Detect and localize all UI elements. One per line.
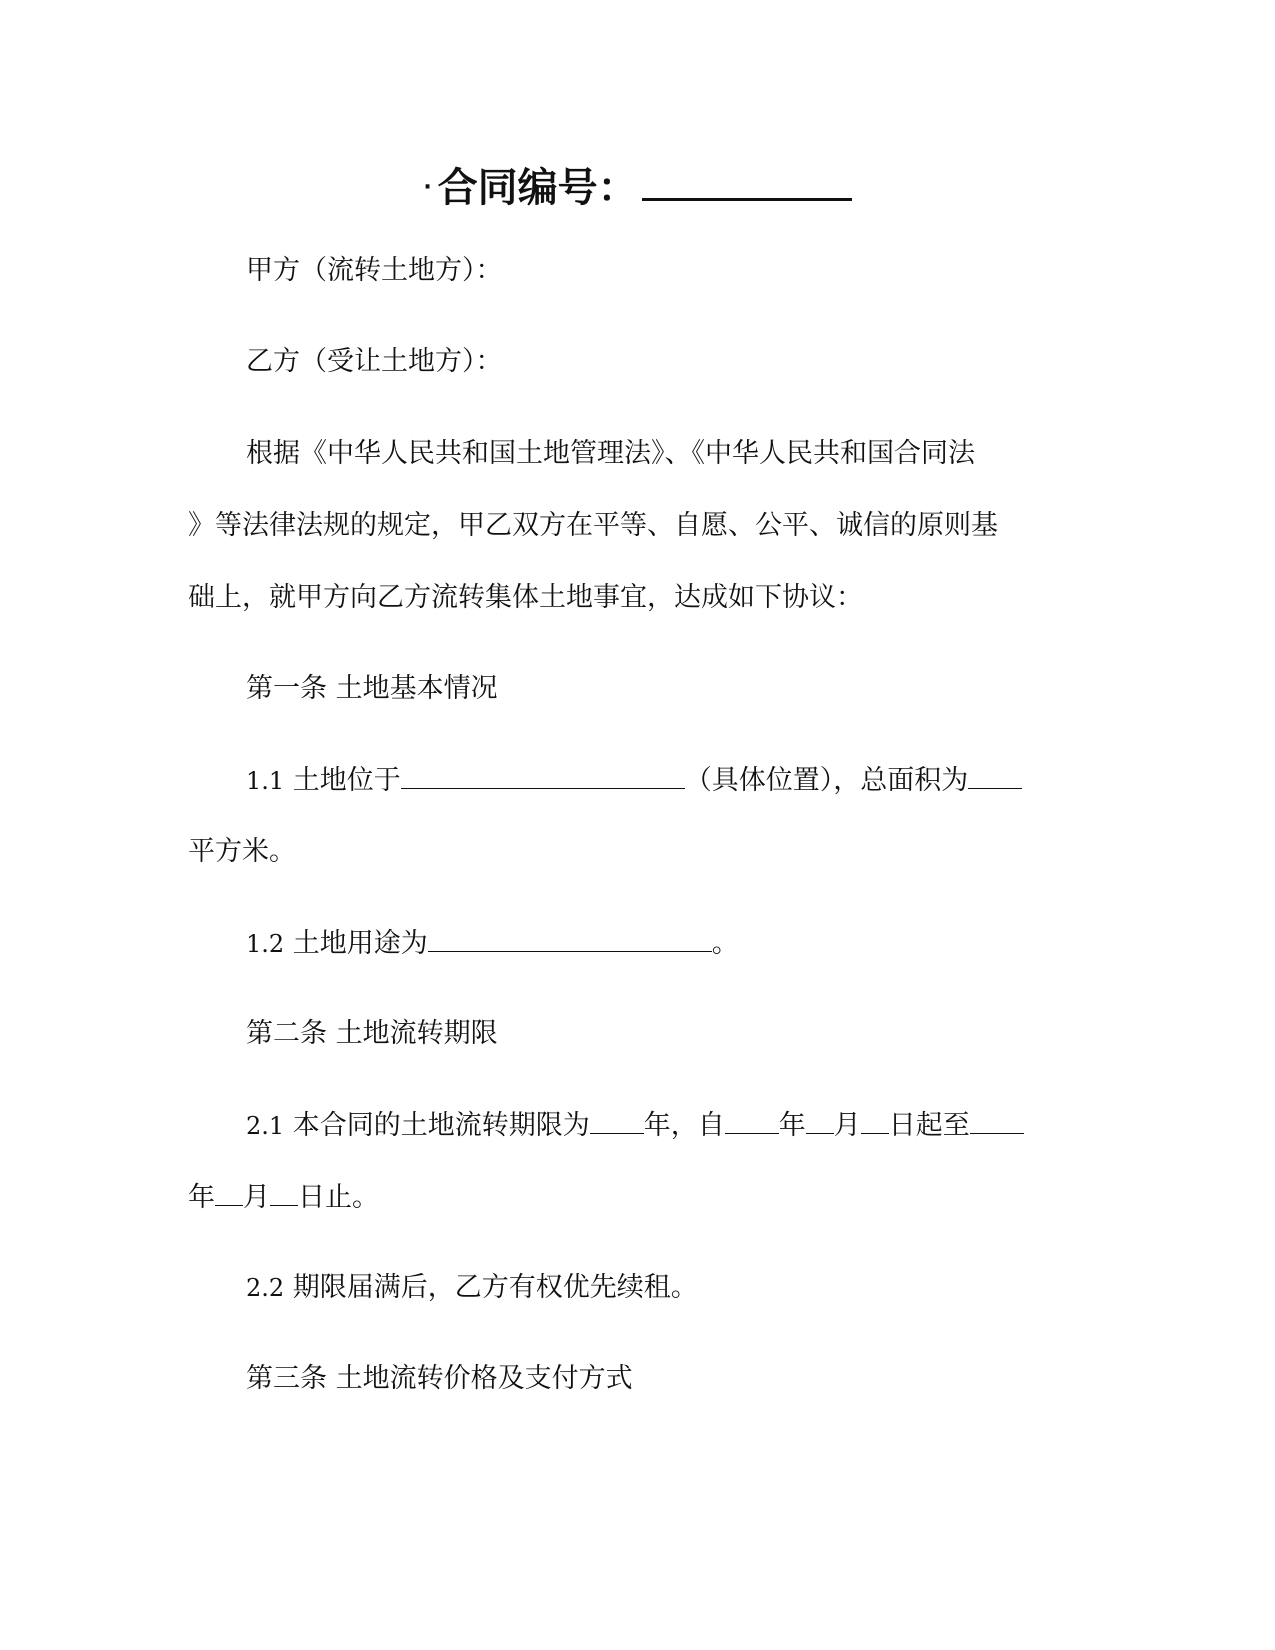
location-blank — [401, 760, 685, 789]
article-2-heading: 第二条 土地流转期限 — [246, 1018, 498, 1049]
preamble-line-2: 》等法律法规的规定，甲乙双方在平等、自愿、公平、诚信的原则基 — [188, 510, 998, 541]
end-day-blank — [270, 1177, 298, 1206]
preamble-line-3: 础上，就甲方向乙方流转集体土地事宜，达成如下协议： — [188, 582, 863, 613]
clause-1-1 — [246, 760, 1022, 801]
start-month-blank — [806, 1105, 834, 1134]
end-month-blank — [215, 1177, 243, 1206]
clause-text: 本合同的土地流转期限为 — [284, 1110, 590, 1141]
term-years-blank — [590, 1105, 644, 1134]
clause-number: 1.2 — [246, 930, 285, 958]
land-use-blank — [428, 923, 712, 952]
clause-1-1-continued: 平方米。 — [188, 836, 296, 867]
area-blank — [968, 760, 1022, 789]
clause-number: 2.2 — [246, 1274, 285, 1302]
contract-number-blank — [642, 160, 852, 201]
clause-text: 月 — [243, 1182, 270, 1213]
clause-2-2 — [246, 1268, 698, 1308]
clause-text: 土地位于 — [284, 765, 401, 796]
start-day-blank — [861, 1105, 889, 1134]
clause-text: 土地用途为 — [284, 928, 428, 959]
clause-text: 年 — [778, 1110, 806, 1141]
party-a-line: 甲方（流转土地方）： — [246, 255, 503, 286]
clause-text: 。 — [711, 928, 739, 959]
article-3-heading: 第三条 土地流转价格及支付方式 — [246, 1363, 633, 1394]
clause-text: （具体位置），总面积为 — [684, 765, 969, 796]
contract-number-label: 合同编号： — [437, 165, 638, 211]
clause-text: 年，自 — [643, 1110, 725, 1141]
clause-number: 1.1 — [246, 767, 285, 795]
clause-2-1 — [246, 1105, 1024, 1146]
clause-number: 2.1 — [246, 1112, 285, 1140]
end-year-blank — [970, 1105, 1024, 1134]
clause-text: 年 — [188, 1182, 215, 1213]
clause-1-2 — [246, 923, 739, 964]
article-1-heading: 第一条 土地基本情况 — [246, 673, 498, 704]
contract-number-heading — [0, 160, 1275, 216]
clause-text: 期限届满后，乙方有权优先续租。 — [284, 1272, 698, 1303]
preamble-line-1: 根据《中华人民共和国土地管理法》、《中华人民共和国合同法 — [246, 438, 975, 469]
start-year-blank — [725, 1105, 779, 1134]
clause-text: 日止。 — [298, 1182, 379, 1213]
clause-text: 月 — [833, 1110, 861, 1141]
clause-2-1-continued — [188, 1177, 379, 1218]
clause-text: 日起至 — [888, 1110, 970, 1141]
party-b-line: 乙方（受让土地方）： — [246, 346, 503, 377]
title-mark: · — [423, 175, 432, 200]
